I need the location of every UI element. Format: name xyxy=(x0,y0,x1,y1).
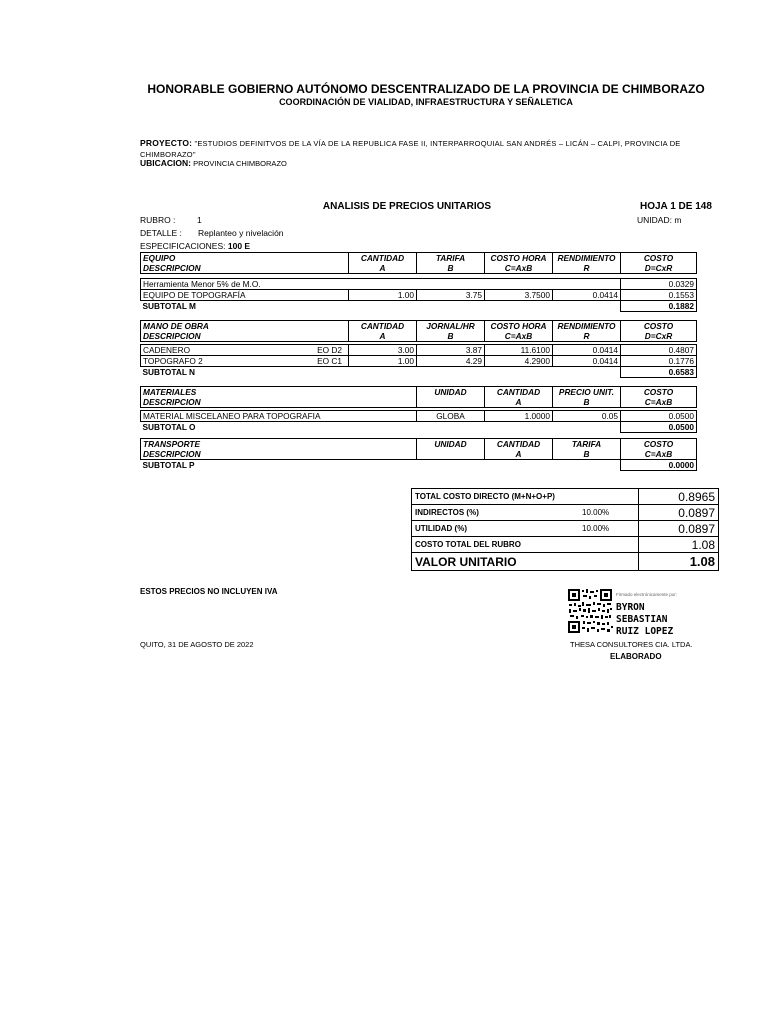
header-cell: TARIFA xyxy=(553,439,621,450)
cell-costo-hora: 3.7500 xyxy=(485,290,553,301)
totals-row xyxy=(412,505,719,521)
header-cell: B xyxy=(417,263,485,274)
header-cell: B xyxy=(553,397,621,408)
transporte-table xyxy=(140,438,697,471)
worker-category: EO C1 xyxy=(317,356,342,366)
header-cell: C=AxB xyxy=(621,397,697,408)
elaborado-label: ELABORADO xyxy=(610,652,662,661)
worker-category: EO D2 xyxy=(317,345,342,355)
header-cell: R xyxy=(553,263,621,274)
header-cell: RENDIMIENTO xyxy=(553,253,621,264)
analysis-title: ANALISIS DE PRECIOS UNITARIOS xyxy=(322,201,492,212)
rubro-value: 1 xyxy=(197,215,202,225)
totals-table xyxy=(411,488,719,571)
subtotal-row xyxy=(141,460,697,471)
costo-total-value: 1.08 xyxy=(639,537,719,553)
totals-row xyxy=(412,553,719,571)
subtotal-label: SUBTOTAL O xyxy=(142,422,196,433)
subtotal-row xyxy=(141,301,697,312)
header-cell: RENDIMIENTO xyxy=(553,321,621,332)
table-row xyxy=(141,279,697,290)
indirectos-value: 0.0897 xyxy=(639,505,719,521)
rubro-label: RUBRO : xyxy=(140,215,176,225)
valor-unitario-value: 1.08 xyxy=(639,553,719,571)
cell-costo-hora: 4.2900 xyxy=(485,356,553,367)
header-cell: CANTIDAD xyxy=(485,439,553,450)
cell-cantidad: 1.0000 xyxy=(485,411,553,422)
cell-costo-hora: 11.6100 xyxy=(485,345,553,356)
table-row xyxy=(141,345,697,356)
detalle-value: Replanteo y nivelación xyxy=(198,228,284,238)
header-cell: EQUIPO xyxy=(141,253,349,264)
header-cell: COSTO xyxy=(621,253,697,264)
header-cell: D=CxR xyxy=(621,331,697,342)
project-label: PROYECTO: xyxy=(140,138,193,148)
especificaciones-label: ESPECIFICACIONES: xyxy=(140,241,226,251)
header-cell: JORNAL/HR xyxy=(417,321,485,332)
header-cell: CANTIDAD xyxy=(349,321,417,332)
cell-cantidad: 1.00 xyxy=(349,290,417,301)
company-name: THESA CONSULTORES CIA. LTDA. xyxy=(570,640,693,649)
cell-desc xyxy=(141,356,349,367)
cell-cantidad: 3.00 xyxy=(349,345,417,356)
table-row xyxy=(141,290,697,301)
document-title: HONORABLE GOBIERNO AUTÓNOMO DESCENTRALIZADO DE LA PROVINCIA DE CHIMBORAZO xyxy=(147,82,705,96)
header-cell xyxy=(417,397,485,408)
header-cell: MATERIALES xyxy=(141,387,417,398)
worker-name: TOPOGRAFO 2 xyxy=(143,356,203,366)
total-directo-value: 0.8965 xyxy=(639,489,719,505)
utilidad-percent: 10.00% xyxy=(582,524,610,533)
project-line xyxy=(140,138,714,160)
header-cell: COSTO xyxy=(621,439,697,450)
iva-note: ESTOS PRECIOS NO INCLUYEN IVA xyxy=(140,587,278,596)
cell-precio: 0.05 xyxy=(553,411,621,422)
header-cell: DESCRIPCION xyxy=(141,397,417,408)
document-subtitle: COORDINACIÓN DE VIALIDAD, INFRAESTRUCTURA Y SEÑALETICA xyxy=(279,97,573,107)
header-cell: DESCRIPCION xyxy=(141,263,349,274)
subtotal-label: SUBTOTAL P xyxy=(142,460,195,471)
ubicacion-label: UBICACION: xyxy=(140,158,191,168)
cell-jornal: 4.29 xyxy=(417,356,485,367)
cell-desc: MATERIAL MISCELANEO PARA TOPOGRAFIA xyxy=(141,411,417,422)
header-cell xyxy=(417,449,485,460)
cell-desc: EQUIPO DE TOPOGRAFÍA xyxy=(141,290,349,301)
cell-costo: 0.0500 xyxy=(621,411,697,422)
valor-unitario-label: VALOR UNITARIO xyxy=(412,553,639,571)
cell-cantidad: 1.00 xyxy=(349,356,417,367)
totals-row xyxy=(412,489,719,505)
cell-jornal: 3.87 xyxy=(417,345,485,356)
header-cell: DESCRIPCION xyxy=(141,449,417,460)
unidad-line xyxy=(637,215,681,225)
header-cell: A xyxy=(349,263,417,274)
header-cell: C=AxB xyxy=(485,263,553,274)
header-cell: A xyxy=(485,449,553,460)
subtotal-row xyxy=(141,422,697,433)
header-cell: A xyxy=(349,331,417,342)
ubicacion-line xyxy=(140,158,287,168)
header-cell: D=CxR xyxy=(621,263,697,274)
header-cell: COSTO HORA xyxy=(485,321,553,332)
project-text: "ESTUDIOS DEFINITVOS DE LA VÍA DE LA REPUBLICA FASE II, INTERPARROQUIAL SAN ANDRÉS – LICÁN – CALPI, PROVINCIA DE CHIMBORAZO" xyxy=(140,139,681,159)
ubicacion-value: PROVINCIA CHIMBORAZO xyxy=(193,159,287,168)
header-cell: R xyxy=(553,331,621,342)
materiales-table xyxy=(140,386,697,433)
cell-desc: Herramienta Menor 5% de M.O. xyxy=(141,279,621,290)
header-cell: UNIDAD xyxy=(417,439,485,450)
cell-costo: 0.1776 xyxy=(621,356,697,367)
indirectos-cell xyxy=(412,505,639,521)
cell-tarifa: 3.75 xyxy=(417,290,485,301)
detalle-label: DETALLE : xyxy=(140,228,182,238)
total-directo-label: TOTAL COSTO DIRECTO (M+N+O+P) xyxy=(412,489,639,505)
header-cell: TRANSPORTE xyxy=(141,439,417,450)
utilidad-value: 0.0897 xyxy=(639,521,719,537)
date-line: QUITO, 31 DE AGOSTO DE 2022 xyxy=(140,640,254,649)
totals-row xyxy=(412,537,719,553)
totals-row xyxy=(412,521,719,537)
especificaciones-value: 100 E xyxy=(227,241,251,251)
header-cell: UNIDAD xyxy=(417,387,485,398)
qr-code-icon xyxy=(567,588,613,634)
cell-unidad: GLOBA xyxy=(417,411,485,422)
cell-costo: 0.1553 xyxy=(621,290,697,301)
header-cell: A xyxy=(485,397,553,408)
equipo-table xyxy=(140,252,697,312)
indirectos-label: INDIRECTOS (%) xyxy=(415,508,479,517)
cell-rendimiento: 0.0414 xyxy=(553,356,621,367)
signature-name: BYRON SEBASTIAN RUIZ LOPEZ xyxy=(616,602,674,637)
cell-rendimiento: 0.0414 xyxy=(553,290,621,301)
signature-caption: Firmado electrónicamente por: xyxy=(616,592,678,597)
worker-name: CADENERO xyxy=(143,345,191,355)
header-cell: MANO DE OBRA xyxy=(141,321,349,332)
subtotal-value: 0.0500 xyxy=(621,422,697,433)
unidad-value: m xyxy=(674,215,682,225)
header-cell: PRECIO UNIT. xyxy=(553,387,621,398)
utilidad-cell xyxy=(412,521,639,537)
especificaciones-line xyxy=(140,241,250,251)
header-cell: COSTO HORA xyxy=(485,253,553,264)
header-cell: B xyxy=(553,449,621,460)
header-cell: CANTIDAD xyxy=(485,387,553,398)
mano-obra-table xyxy=(140,320,697,378)
header-cell: C=AxB xyxy=(485,331,553,342)
table-row xyxy=(141,411,697,422)
cell-desc xyxy=(141,345,349,356)
subtotal-label: SUBTOTAL N xyxy=(142,367,196,378)
table-row xyxy=(141,356,697,367)
header-cell: CANTIDAD xyxy=(349,253,417,264)
subtotal-value: 0.1882 xyxy=(621,301,697,312)
unidad-label: UNIDAD: xyxy=(637,215,672,225)
header-cell: COSTO xyxy=(621,387,697,398)
indirectos-percent: 10.00% xyxy=(582,508,610,517)
subtotal-label: SUBTOTAL M xyxy=(142,301,196,312)
cell-costo: 0.0329 xyxy=(621,279,697,290)
subtotal-value: 0.0000 xyxy=(621,460,697,471)
cell-rendimiento: 0.0414 xyxy=(553,345,621,356)
costo-total-label: COSTO TOTAL DEL RUBRO xyxy=(412,537,639,553)
header-cell: C=AxB xyxy=(621,449,697,460)
header-cell: DESCRIPCION xyxy=(141,331,349,342)
subtotal-value: 0.6583 xyxy=(621,367,697,378)
sheet-number: HOJA 1 DE 148 xyxy=(640,201,712,212)
header-cell: TARIFA xyxy=(417,253,485,264)
header-cell: COSTO xyxy=(621,321,697,332)
subtotal-row xyxy=(141,367,697,378)
utilidad-label: UTILIDAD (%) xyxy=(415,524,467,533)
cell-costo: 0.4807 xyxy=(621,345,697,356)
header-cell: B xyxy=(417,331,485,342)
